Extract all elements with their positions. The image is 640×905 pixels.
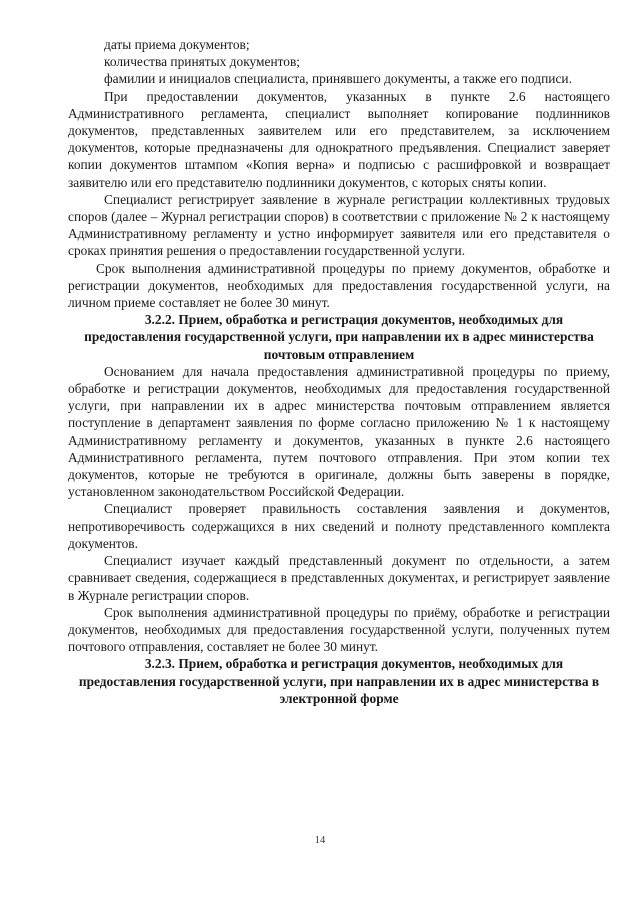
document-page (68, 36, 610, 707)
paragraph-check: Специалист проверяет правильность составления заявления и документов, непротиворечивость содержащихся в них сведений и полноту представленного комплекта документов. (68, 501, 610, 551)
page-number: 14 (314, 835, 326, 846)
list-item-count: количества принятых документов; (104, 54, 301, 70)
paragraph-basis: Основанием для начала предоставления административной процедуры по приему, обработке и регистрации документов, необходимых для предоставления государственной услуги, при направлении их в адрес министерства почтовым отправлением является поступление в департамент заявления по форме согласно приложению № 1 к настоящему Административному регламенту и документов, указанных в пункте 2.6 настоящего Административного регламента, путем почтового отправления. При этом копии тех документов, которые не требуются в оригинале, должны быть заверены в порядке, установленном законодательством Российской Федерации. (68, 363, 610, 500)
paragraph-deadline: Срок выполнения административной процедуры по приему документов, обработке и регистрации документов, необходимых для предоставления государственной услуги, на личном приеме составляет не более 30 минут. (68, 260, 610, 311)
list-item-date: даты приема документов; (104, 37, 250, 52)
paragraph-registration: Специалист регистрирует заявление в журнале регистрации коллективных трудовых споров (далее – Журнал регистрации споров) в соответствии с приложение № 2 к настоящему Административному регламенту и устно информирует заявителя или его представителя о сроках принятия решения о предоставлении государственной услуги. (68, 191, 610, 259)
section-heading-3-2-2: 3.2.2. Прием, обработка и регистрация документов, необходимых для предоставления государственной услуги, при направлении их в адрес министерства почтовым отправлением (84, 312, 594, 362)
section-heading-3-2-3: 3.2.3. Прием, обработка и регистрация документов, необходимых для предоставления государственной услуги, при направлении их в адрес министерства в электронной форме (78, 656, 600, 706)
list-item-specialist: фамилии и инициалов специалиста, принявшего документы, а также его подписи. (104, 71, 572, 87)
paragraph-postal-deadline: Срок выполнения административной процедуры по приёму, обработке и регистрации документов, необходимых для предоставления государственной услуги, полученных путем почтового отправления, составляет не более 30 минут. (68, 604, 610, 655)
paragraph-study: Специалист изучает каждый представленный документ по отдельности, а затем сравнивает сведения, содержащиеся в представленных документах, и регистрирует заявление в Журнале регистрации споров. (68, 553, 610, 603)
paragraph-copying: При предоставлении документов, указанных в пункте 2.6 настоящего Административного регламента, специалист выполняет копирование подлинников документов, представленных заявителем или его представителем, за исключением документов, которые предназначены для однократного предъявления. Специалист заверяет копии документов штампом «Копия верна» и подписью с расшифровкой и возвращает заявителю или его представителю подлинники документов, с которых сняты копии. (68, 88, 610, 190)
